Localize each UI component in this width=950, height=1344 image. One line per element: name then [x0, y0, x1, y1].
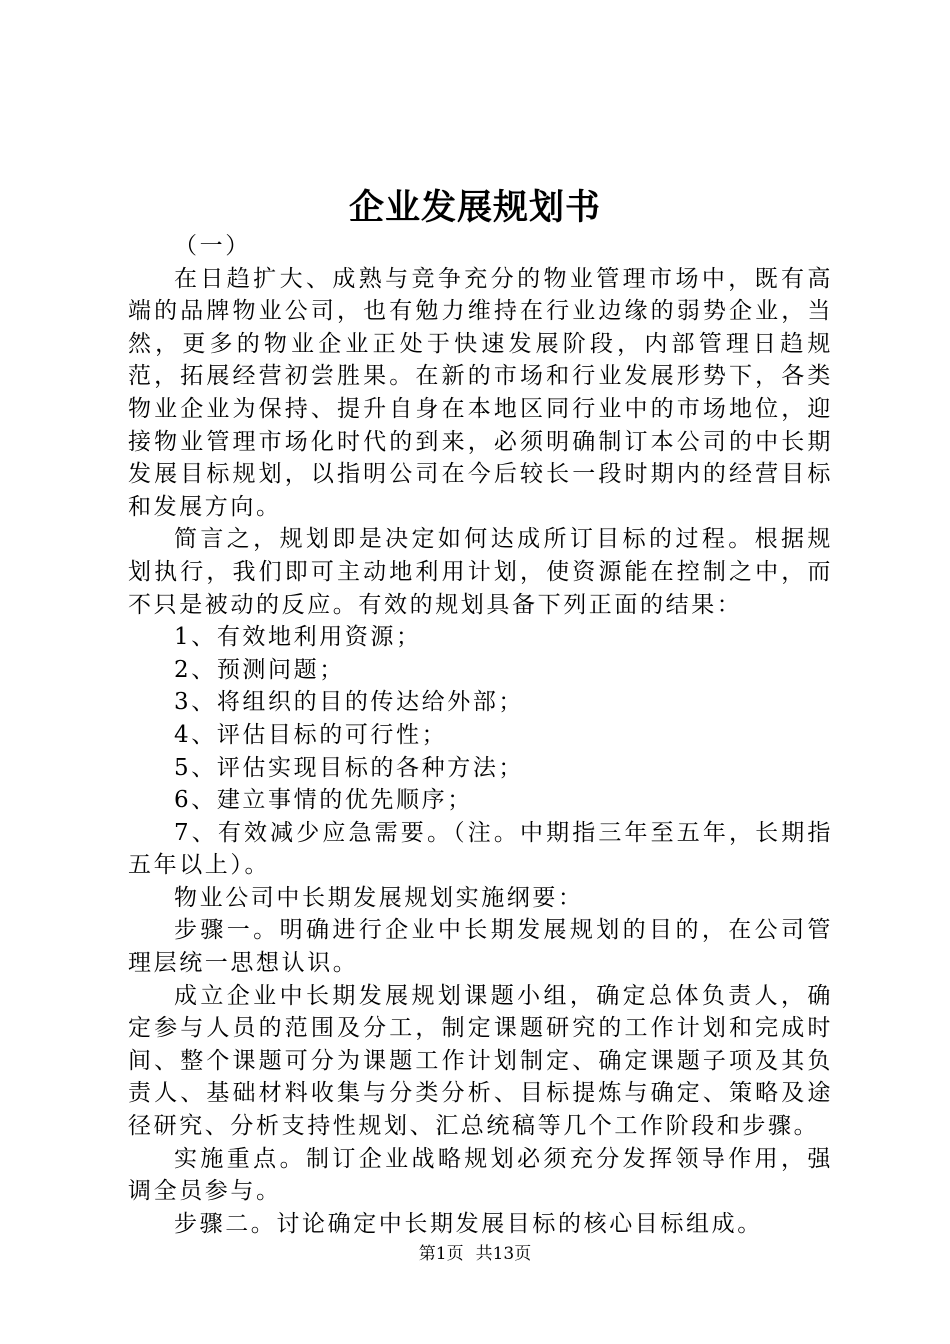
paragraph-intro: 在日趋扩大、成熟与竞争充分的物业管理市场中，既有高端的品牌物业公司，也有勉力维持在行业边缘的弱势企业，当然，更多的物业企业正处于快速发展阶段，内部管理日趋规范，拓展经营初尝胜果。在新的市场和行业发展形势下，各类物业企业为保持、提升自身在本地区同行业中的市场地位，迎接物业管理市场化时代的到来，必须明确制订本公司的中长期发展目标规划，以指明公司在今后较长一段时期内的经营目标和发展方向。	[128, 265, 833, 520]
list-item: 5、评估实现目标的各种方法；	[174, 754, 525, 781]
paragraph-section-marker: （一）	[174, 233, 251, 259]
paragraph-planning-definition: 简言之，规划即是决定如何达成所订目标的过程。根据规划执行，我们即可主动地利用计划，使资源能在控制之中，而不只是被动的反应。有效的规划具备下列正面的结果：	[128, 526, 833, 618]
list-item: 1、有效地利用资源；	[174, 624, 422, 651]
list-item: 4、评估目标的可行性；	[174, 721, 448, 748]
paragraph-key-point: 实施重点。制订企业战略规划必须充分发挥领导作用，强调全员参与。	[128, 1145, 833, 1205]
paragraph-step-one: 步骤一。明确进行企业中长期发展规划的目的，在公司管理层统一思想认识。	[128, 917, 833, 977]
paragraph-step-two: 步骤二。讨论确定中长期发展目标的核心目标组成。	[174, 1210, 763, 1237]
page-footer	[0, 1243, 950, 1265]
paragraph-task-group: 成立企业中长期发展规划课题小组，确定总体负责人，确定参与人员的范围及分工，制定课题研究的工作计划和完成时间、整个课题可分为课题工作计划制定、确定课题子项及其负责人、基础材料收集与分类分析、目标提炼与确定、策略及途径研究、分析支持性规划、汇总统稿等几个工作阶段和步骤。	[128, 982, 833, 1140]
list-item: 3、将组织的目的传达给外部；	[174, 689, 525, 716]
page-total: 共13页	[475, 1244, 532, 1264]
list-item: 2、预测问题；	[174, 656, 345, 683]
list-item: 7、有效减少应急需要。（注。中期指三年至五年，长期指五年以上）。	[128, 819, 833, 879]
page-number: 第1页	[418, 1244, 464, 1264]
document-body	[128, 230, 833, 1240]
paragraph-outline-heading: 物业公司中长期发展规划实施纲要：	[174, 884, 584, 911]
document-title: 企业发展规划书	[348, 187, 601, 228]
list-item: 6、建立事情的优先顺序；	[174, 787, 473, 814]
